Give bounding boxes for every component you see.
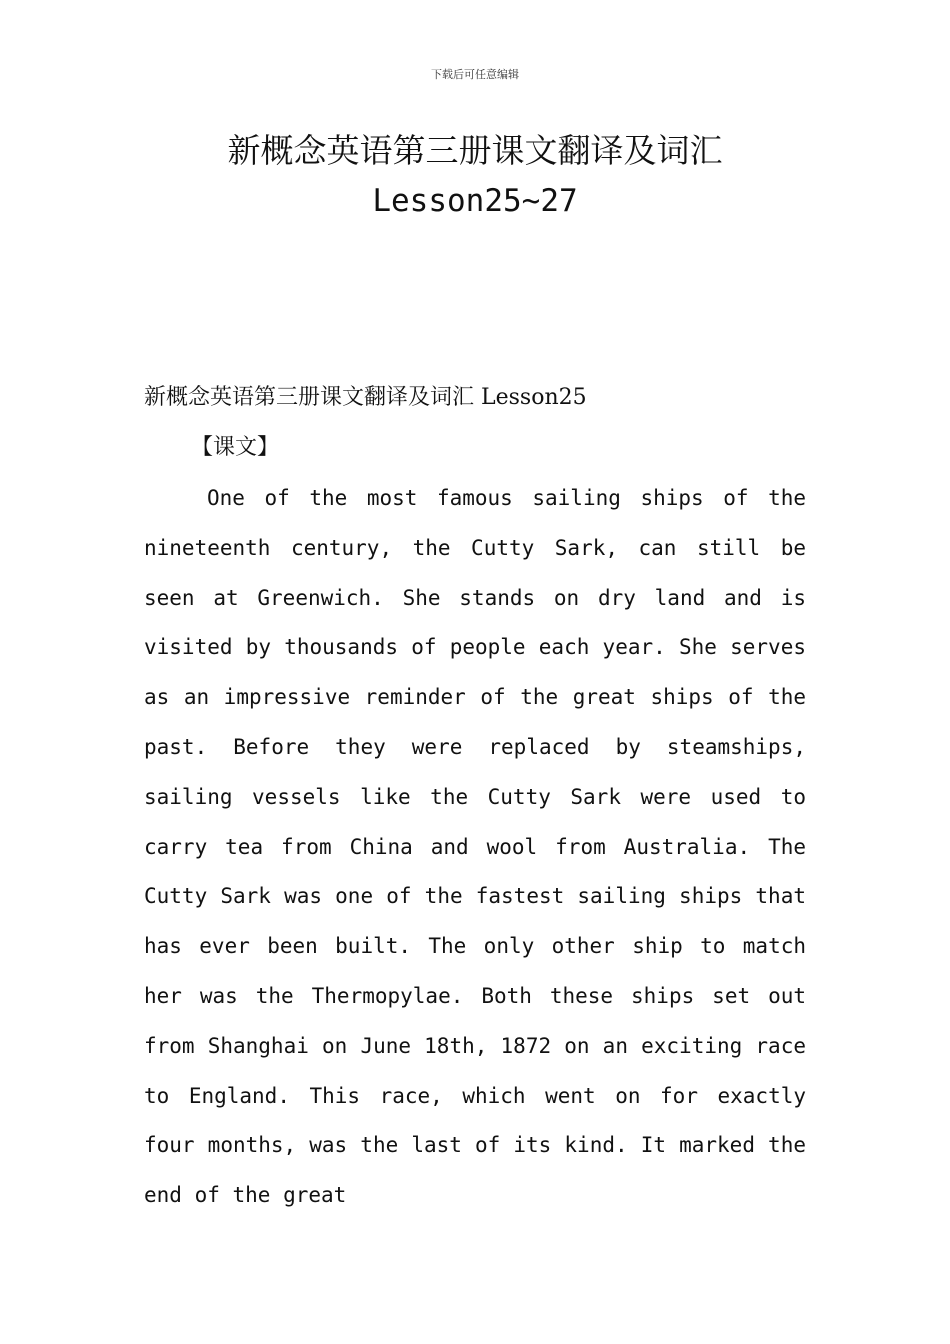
header-note: 下载后可任意编辑: [431, 68, 519, 81]
title-line-lesson: Lesson25~27: [372, 183, 578, 219]
section-heading: 新概念英语第三册课文翻译及词汇 Lesson25: [144, 385, 587, 410]
lesson-paragraph: One of the most famous sailing ships of the nineteenth century, the Cutty Sark, can still be seen at Greenwich. She stands on dry land and is visited by thousands of people each year. She serves as an impressive reminder of the great ships of the past. Before they were replaced by steamships, sailing vessels like the Cutty Sark were used to carry tea from China and wool from Australia. The Cutty Sark was one of the fastest sailing ships that has ever been built. The only other ship to match her was the Thermopylae. Both these ships set out from Shanghai on June 18th, 1872 on an exciting race to England. This race, which went on for exactly four months, was the last of its kind. It marked the end of the great: [144, 486, 806, 1208]
title-line-chinese: 新概念英语第三册课文翻译及词汇: [227, 131, 723, 170]
section-label-text: 【课文】: [191, 435, 280, 460]
document-title: [0, 126, 950, 226]
